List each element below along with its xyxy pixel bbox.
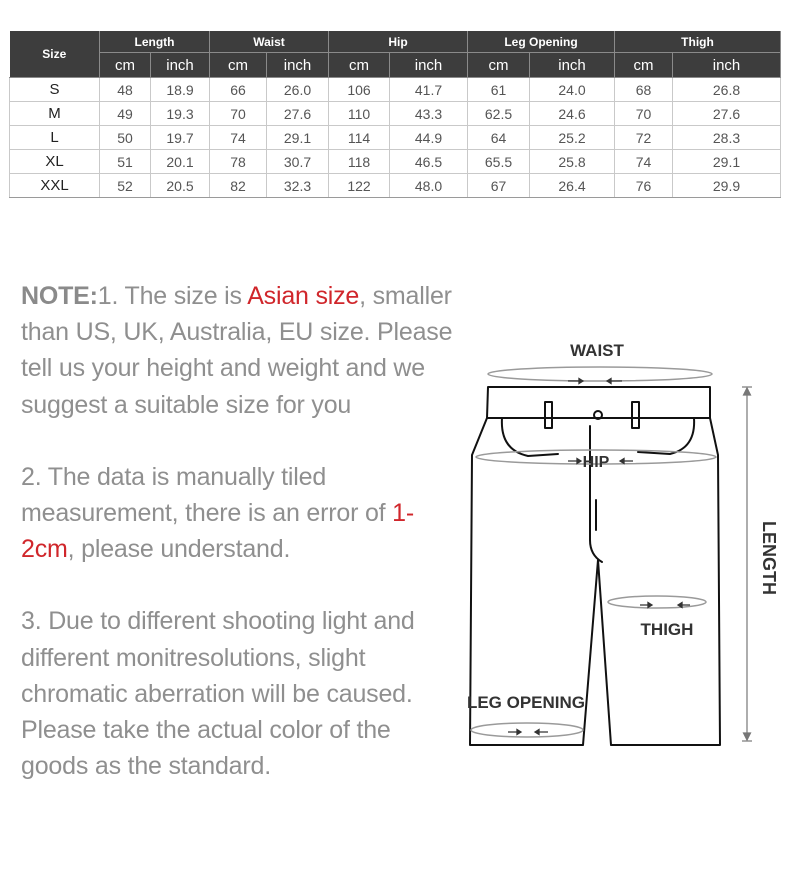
group-header-leg-opening: Leg Opening [468, 31, 615, 53]
measurement-cell: 29.1 [673, 150, 781, 174]
leg-opening-measure-ellipse [471, 723, 583, 737]
waist-arrow-left [568, 379, 583, 384]
measurement-cell: 29.1 [267, 126, 329, 150]
fly-outline [590, 426, 602, 562]
measurement-cell: 78 [210, 150, 267, 174]
unit-header-inch: inch [151, 53, 210, 78]
length-arrow-up [744, 388, 751, 395]
measurement-cell: 20.1 [151, 150, 210, 174]
measurement-cell: 26.4 [530, 174, 615, 198]
measurement-cell: 106 [329, 78, 390, 102]
size-cell: XXL [10, 174, 100, 198]
hip-label: HIP [582, 454, 610, 471]
measurement-cell: 49 [100, 102, 151, 126]
hip-arrow-left [568, 459, 581, 464]
measurement-cell: 50 [100, 126, 151, 150]
measurement-cell: 67 [468, 174, 530, 198]
table-row [10, 102, 781, 126]
group-header-hip: Hip [329, 31, 468, 53]
measurement-cell: 74 [210, 126, 267, 150]
waist-label: WAIST [570, 341, 624, 360]
measurement-cell: 122 [329, 174, 390, 198]
measurement-cell: 41.7 [390, 78, 468, 102]
measurement-cell: 27.6 [673, 102, 781, 126]
measurement-cell: 18.9 [151, 78, 210, 102]
waist-measure-ellipse [488, 367, 712, 381]
length-arrow-down [744, 733, 751, 740]
measurement-cell: 70 [210, 102, 267, 126]
measurement-cell: 24.6 [530, 102, 615, 126]
waistband-outline [487, 387, 710, 418]
measurement-cell: 28.3 [673, 126, 781, 150]
measurement-cell: 27.6 [267, 102, 329, 126]
measurement-cell: 52 [100, 174, 151, 198]
measurement-cell: 82 [210, 174, 267, 198]
measurement-cell: 64 [468, 126, 530, 150]
measurement-cell: 43.3 [390, 102, 468, 126]
measurement-cell: 44.9 [390, 126, 468, 150]
thigh-label: THIGH [640, 620, 694, 639]
belt-loop [545, 402, 552, 428]
note-1-text-a: 1. The size is [97, 282, 248, 310]
measurement-cell: 26.0 [267, 78, 329, 102]
pocket-right [638, 418, 694, 454]
size-chart-table [9, 31, 781, 198]
leg-opening-arrow-right [535, 730, 548, 735]
notes-section [21, 278, 461, 820]
unit-header-inch: inch [267, 53, 329, 78]
measurement-cell: 65.5 [468, 150, 530, 174]
table-row [10, 150, 781, 174]
measurement-cell: 48 [100, 78, 151, 102]
measurement-cell: 46.5 [390, 150, 468, 174]
measurement-cell: 72 [615, 126, 673, 150]
measurement-cell: 61 [468, 78, 530, 102]
unit-header-cm: cm [329, 53, 390, 78]
note-label: NOTE: [21, 282, 98, 310]
measurement-cell: 26.8 [673, 78, 781, 102]
measurement-cell: 24.0 [530, 78, 615, 102]
table-row [10, 126, 781, 150]
length-label: LENGTH [759, 521, 779, 595]
hip-arrow-right [620, 459, 633, 464]
note-1 [21, 278, 461, 423]
measurement-cell: 70 [615, 102, 673, 126]
size-cell: M [10, 102, 100, 126]
measurement-cell: 19.7 [151, 126, 210, 150]
thigh-measure-ellipse [608, 596, 706, 608]
group-header-thigh: Thigh [615, 31, 781, 53]
note-2-text-a: 2. The data is manually tiled measurement, there is an error of [21, 462, 393, 528]
group-header-length: Length [100, 31, 210, 53]
unit-header-cm: cm [615, 53, 673, 78]
unit-header-inch: inch [390, 53, 468, 78]
note-1-highlight: Asian size [247, 282, 360, 310]
measurement-cell: 76 [615, 174, 673, 198]
measurement-cell: 30.7 [267, 150, 329, 174]
waist-arrow-right [607, 379, 622, 384]
table-body [10, 78, 781, 198]
measurement-cell: 25.2 [530, 126, 615, 150]
thigh-arrow-left [640, 603, 652, 608]
size-header: Size [10, 31, 100, 78]
unit-header-inch: inch [673, 53, 781, 78]
leg-opening-label: LEG OPENING [466, 693, 586, 712]
note-2-text-b: , please understand. [67, 535, 291, 564]
table-row [10, 174, 781, 198]
measurement-cell: 19.3 [151, 102, 210, 126]
unit-header-cm: cm [210, 53, 267, 78]
note-2-highlight: 1-2cm [21, 499, 414, 564]
unit-header-cm: cm [100, 53, 151, 78]
note-1-text-b: , smaller than US, UK, Australia, EU size. Please tell us your height and weight and we suggest a suitable size for you [21, 282, 453, 419]
leg-opening-arrow-left [508, 730, 521, 735]
note-3: 3. Due to different shooting light and different monitresolutions, slight chromatic aberration will be caused. Please take the actual color of the goods as the standard. [21, 607, 415, 781]
measurement-cell: 29.9 [673, 174, 781, 198]
group-header-waist: Waist [210, 31, 329, 53]
belt-loop [632, 402, 639, 428]
measurement-cell: 66 [210, 78, 267, 102]
measurement-cell: 68 [615, 78, 673, 102]
measurement-cell: 25.8 [530, 150, 615, 174]
measurement-cell: 114 [329, 126, 390, 150]
size-cell: XL [10, 150, 100, 174]
size-cell: L [10, 126, 100, 150]
measurement-cell: 51 [100, 150, 151, 174]
table-row [10, 78, 781, 102]
note-2 [21, 459, 461, 568]
measurement-cell: 62.5 [468, 102, 530, 126]
measurement-cell: 48.0 [390, 174, 468, 198]
measurement-cell: 74 [615, 150, 673, 174]
table-header-units [10, 53, 781, 78]
unit-header-cm: cm [468, 53, 530, 78]
table-header-groups [10, 31, 781, 53]
unit-header-inch: inch [530, 53, 615, 78]
measurement-cell: 110 [329, 102, 390, 126]
measurement-cell: 32.3 [267, 174, 329, 198]
size-cell: S [10, 78, 100, 102]
measurement-cell: 20.5 [151, 174, 210, 198]
measurement-cell: 118 [329, 150, 390, 174]
shorts-measurement-diagram [450, 330, 790, 760]
